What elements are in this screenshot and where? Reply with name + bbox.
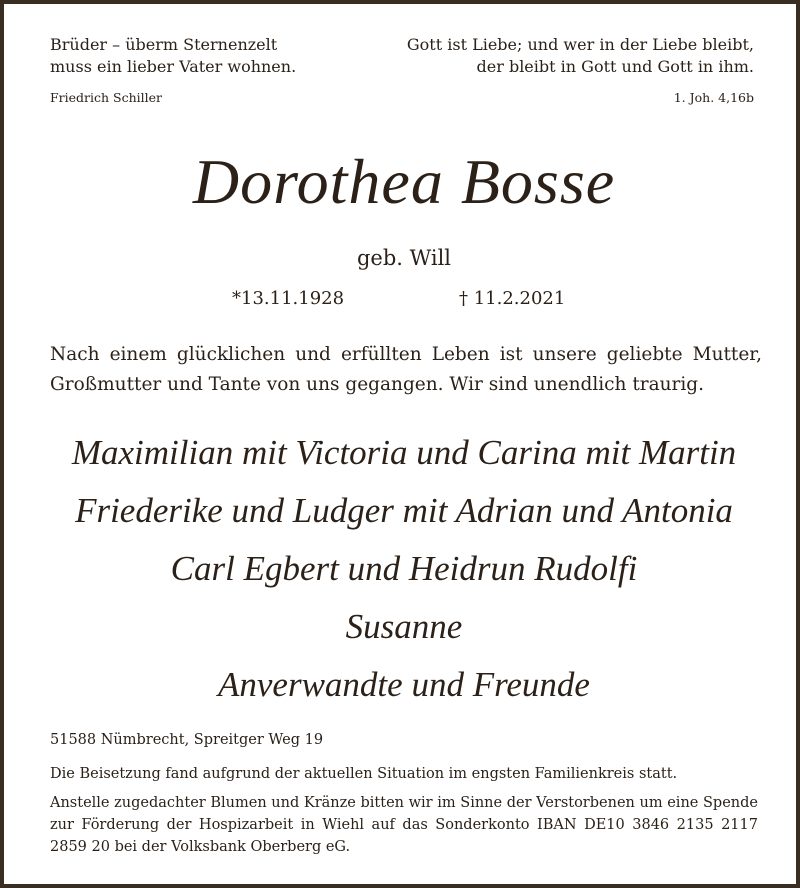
mourner-line: Carl Egbert und Heidrun Rudolfi (170, 549, 638, 588)
donation-notice: Anstelle zugedachter Blumen und Kränze bitten wir im Sinne der Verstorbenen um eine Spende zur Förderung der Hospizarbeit in Wiehl auf das Sonderkonto IBAN DE10 3846 2135 2117 2859 20 bei der Volksbank Oberberg eG. (50, 795, 758, 855)
mourner-line: Maximilian mit Victoria und Carina mit Martin (71, 433, 737, 472)
mourners-list (4, 424, 800, 714)
mourner-line: Anverwandte und Freunde (218, 665, 590, 704)
quote-left-source: Friedrich Schiller (50, 90, 163, 105)
birth-name: geb. Will (356, 246, 452, 270)
address: 51588 Nümbrecht, Spreitger Weg 19 (50, 732, 324, 748)
mourner-line: Susanne (345, 607, 463, 646)
mourner-line: Friederike und Ludger mit Adrian und Antonia (75, 491, 733, 530)
quote-left (50, 34, 296, 78)
quote-left-line1: Brüder – überm Sternenzelt (50, 35, 278, 54)
deceased-name: Dorothea Bosse (192, 146, 616, 217)
intro-text: Nach einem glücklichen und erfüllten Leben ist unsere geliebte Mutter, Großmutter und Tante von uns gegangen. Wir sind unendlich traurig. (50, 344, 762, 395)
quote-right-source: 1. Joh. 4,16b (673, 90, 754, 105)
quote-left-line2: muss ein lieber Vater wohnen. (50, 57, 297, 76)
quote-right-line2: der bleibt in Gott und Gott in ihm. (476, 57, 754, 76)
quote-right (407, 34, 754, 78)
funeral-notice: Die Beisetzung fand aufgrund der aktuellen Situation im engsten Familienkreis statt. (50, 766, 678, 782)
birth-date: *13.11.1928 (232, 288, 345, 309)
quote-right-line1: Gott ist Liebe; und wer in der Liebe bleibt, (406, 35, 754, 54)
death-date: † 11.2.2021 (459, 288, 566, 309)
